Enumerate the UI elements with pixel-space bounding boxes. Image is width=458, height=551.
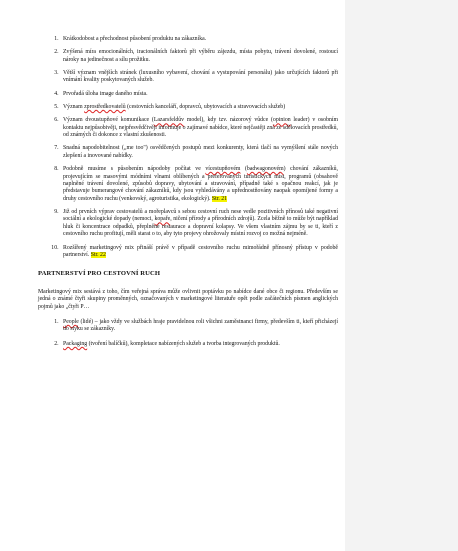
text-run: model), kdy tzv. názorový vůdce ( (184, 117, 273, 124)
spelling-flag[interactable]: Packaging (63, 340, 88, 347)
spelling-flag[interactable]: Lazarsfeldův (153, 117, 185, 124)
text-run: Význam dvoustupňové komunikace ( (63, 117, 154, 124)
list-item (60, 70, 338, 85)
list-item-text: Zvýšená míra emocionálních, iracionálních faktorů při výběru zájezdu, místa pobytu, trávení dovolené, rostoucí nároky na jedinečnost a sílu prožitku. (63, 49, 338, 63)
spelling-flag[interactable]: kopaře (154, 216, 171, 223)
list-item (60, 245, 338, 260)
highlighted-page-ref: Str. 21 (211, 195, 228, 202)
spelling-flag[interactable]: zprostředkovatelů (84, 104, 126, 110)
text-run: Již od prvních výprav cestovatelů a mořeplavců s sebou cestovní ruch nese vedle pozitivních přínosů také negativní sociální a ekologické dopady (nemoci, (63, 209, 338, 223)
text-run: (lidé) – jako vždy ve službách hraje pravidelnou roli všichni zaměstnanci firmy, především ti, kteří přicházejí do styku se zákazníky. (63, 318, 338, 333)
text-run: ( (240, 166, 247, 173)
list-item (60, 209, 338, 239)
list-item (60, 145, 338, 160)
list-item (60, 319, 338, 334)
list-item (60, 117, 338, 139)
highlighted-page-ref: Str. 22 (90, 251, 106, 258)
numbered-list-2 (38, 319, 338, 348)
spelling-flag[interactable]: People (63, 318, 79, 325)
list-item-text: Větší význam vnějších stránek (luxusního vybavení, chování a vystupování personálu) jako určujících faktorů při vnímání kvality poskytovaných služeb. (63, 70, 338, 84)
document-body (38, 36, 338, 355)
text-run: (cestovních kanceláří, dopravců, ubytovacích a stravovacích služeb) (125, 104, 286, 110)
text-run: Význam (63, 104, 85, 110)
text-run: (tvoření balíčků), kompletace nabízených služeb a tvorba integrovaných produktů. (87, 340, 280, 347)
list-item (60, 341, 338, 348)
text-run: leader) v osobním kontaktu nejpůsobivěji, nejpřesvědčivěji informuje o zajímavé nabídce, které nejčastěji zná ze sdělovacích prostředků, od známých či dokonce z vlastní zkušenosti. (63, 117, 338, 139)
list-item (60, 91, 338, 98)
spelling-flag[interactable]: vícestupňovém (205, 166, 241, 173)
list-item (60, 104, 338, 111)
intro-paragraph: Marketingový mix sestává z toho, čím veřejná správa může ovlivnit poptávku po nabídce dané obce či regionu. Především se jedná o známé čtyři skupiny proměnných, označovaných v marketingové literatuře opět podle začátečních písmen anglických pojmů jako „čtyři P… (38, 288, 338, 310)
text-run: Podobně musíme s působením nápodoby počítat ve (63, 166, 206, 173)
numbered-list (38, 36, 338, 259)
section-heading: PARTNERSTVÍ PRO CESTOVNÍ RUCH (38, 270, 161, 278)
list-item-text: Krátkodobost a přechodnost působení produktu na zákazníka. (63, 36, 207, 42)
text-run: ) chování zákazníků, projevujícím se masovými módními vlnami oblíbených a preferovaných turistických míst, programů (obsahově naplněné trávení dovolené, způsobů dopravy, ubytování a stravování, případně také s opačnou reakcí, jak je představuje bumerangové chování zákazníků, kdy jsou vyhledávány a upřednostňovány naopak opomíjené formy a druhy cestovního ruchu (venkovský, agroturistika, ekologický). (63, 166, 338, 202)
list-item (60, 49, 338, 64)
text-run: , ničení přírody a přírodních zdrojů). Zcela běžně to může být například hluk či koncentrace odpadků, přeplněné restaurace a dopravní kolapsy. Ve všem vlastním zájmu by se ti, kteří z cestovního ruchu profitují, měli starat o to, aby tyto projevy ohrožovaly místní rozvoj co možná nejméně. (63, 216, 338, 238)
workspace-background (345, 0, 458, 551)
text-run: Rozšířený marketingový mix přináší právě v případě cestovního ruchu mimořádně přínosný přístup v podobě partnerství. (63, 244, 338, 258)
list-item-text: Snadná napodobitelnost („me too") osvědčených postupů mezi konkurenty, která tlačí na vymýšlení stále nových zlepšení a inovované nabídky. (63, 145, 338, 159)
spelling-flag[interactable]: badwagonovém (246, 166, 284, 173)
list-item-text: Prvořadá úloha image daného místa. (63, 90, 148, 97)
list-item (60, 166, 338, 203)
list-item (60, 36, 338, 43)
spelling-flag[interactable]: opinion (272, 117, 291, 124)
